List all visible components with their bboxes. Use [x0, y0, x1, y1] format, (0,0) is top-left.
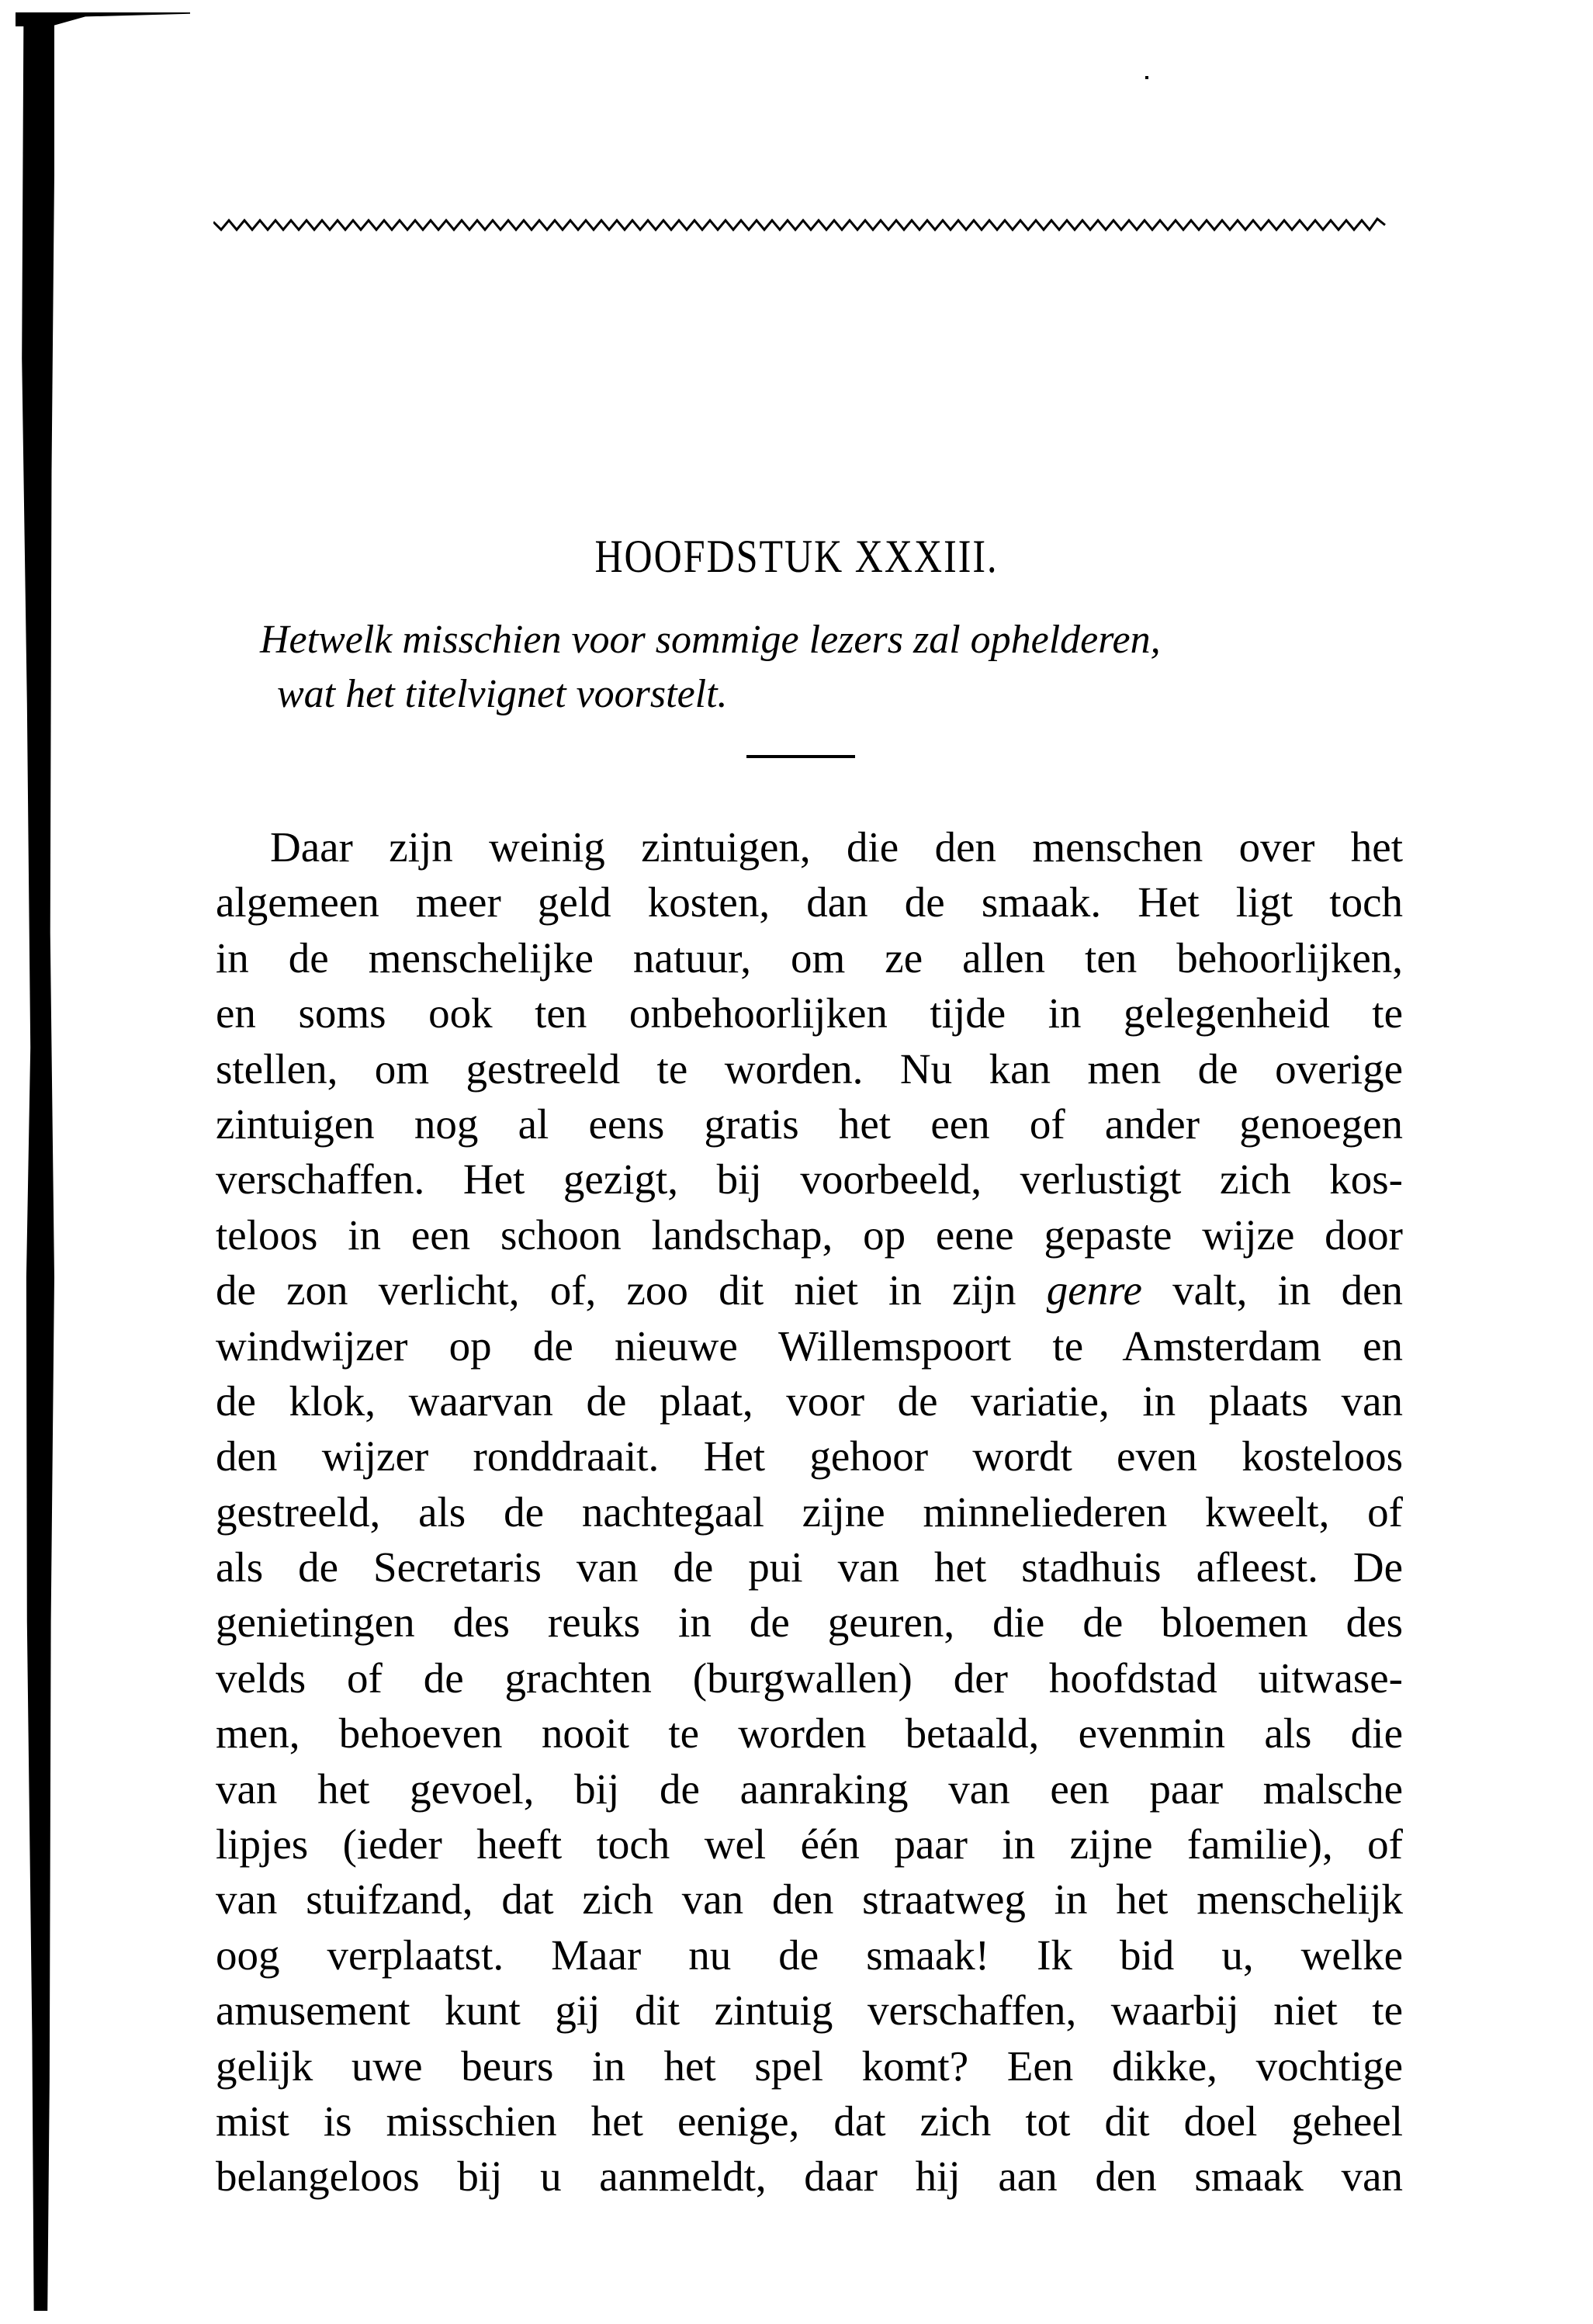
- body-line: oog verplaatst. Maar nu de smaak! Ik bid u, welke: [216, 1931, 1403, 1979]
- body-paragraph: [216, 819, 1403, 2205]
- body-line-with-italic: [216, 1262, 1403, 1318]
- wavy-rule-icon: [213, 216, 1393, 234]
- body-line-text: de zon verlicht, of, zoo dit niet in zijn: [216, 1266, 1016, 1314]
- body-line: Daar zijn weinig zintuigen, die den menschen over het: [270, 823, 1403, 871]
- body-line: velds of de grachten (burgwallen) der hoofdstad uitwase-: [216, 1654, 1403, 1702]
- italic-word: genre: [1046, 1266, 1142, 1314]
- body-line: gelijk uwe beurs in het spel komt? Een dikke, vochtige: [216, 2042, 1403, 2090]
- body-line: algemeen meer geld kosten, dan de smaak. Het ligt toch: [216, 878, 1403, 926]
- body-line: windwijzer op de nieuwe Willemspoort te Amsterdam en: [216, 1321, 1403, 1370]
- scan-binding-edge: [20, 14, 54, 2311]
- body-line: den wijzer ronddraait. Het gehoor wordt even kosteloos: [216, 1432, 1403, 1481]
- body-line: belangeloos bij u aanmeldt, daar hij aan den smaak van: [216, 2153, 1403, 2201]
- body-line: verschaffen. Het gezigt, bij voorbeeld, verlustigt zich kos-: [216, 1155, 1403, 1204]
- body-line: van stuifzand, dat zich van den straatweg in het menschelijk: [216, 1875, 1403, 1924]
- body-line: van het gevoel, bij de aanraking van een paar malsche: [216, 1765, 1403, 1813]
- body-line: de klok, waarvan de plaat, voor de variatie, in plaats van: [216, 1377, 1403, 1425]
- section-separator-rule: [746, 755, 855, 758]
- body-line: zintuigen nog al eens gratis het een of ander genoegen: [216, 1100, 1403, 1148]
- subtitle-line: Hetwelk misschien voor sommige lezers zal ophelderen,: [260, 618, 1161, 662]
- chapter-title: HOOFDSTUK XXXIII.: [594, 529, 999, 582]
- body-line: lipjes (ieder heeft toch wel één paar in zijne familie), of: [216, 1820, 1403, 1869]
- body-line-text: valt, in den: [1172, 1266, 1403, 1314]
- subtitle-line: wat het titelvignet voorstelt.: [277, 672, 728, 716]
- body-line: stellen, om gestreeld te worden. Nu kan men de overige: [216, 1044, 1403, 1093]
- body-line: genietingen des reuks in de geuren, die de bloemen des: [216, 1598, 1403, 1647]
- wavy-ornament-rule: [213, 216, 1393, 234]
- scan-speck: [1145, 76, 1148, 79]
- body-line: teloos in een schoon landschap, op eene gepaste wijze door: [216, 1210, 1403, 1259]
- body-line: en soms ook ten onbehoorlijken tijde in gelegenheid te: [216, 989, 1403, 1037]
- body-line: gestreeld, als de nachtegaal zijne minneliederen kweelt, of: [216, 1488, 1403, 1536]
- body-line: als de Secretaris van de pui van het stadhuis afleest. De: [216, 1543, 1403, 1591]
- body-line: amusement kunt gij dit zintuig verschaffen, waarbij niet te: [216, 1986, 1403, 2035]
- body-line: men, behoeven nooit te worden betaald, evenmin als die: [216, 1709, 1403, 1758]
- chapter-subtitle: [260, 613, 1401, 722]
- body-line: in de menschelijke natuur, om ze allen ten behoorlijken,: [216, 933, 1403, 982]
- body-line: mist is misschien het eenige, dat zich tot dit doel geheel: [216, 2097, 1403, 2145]
